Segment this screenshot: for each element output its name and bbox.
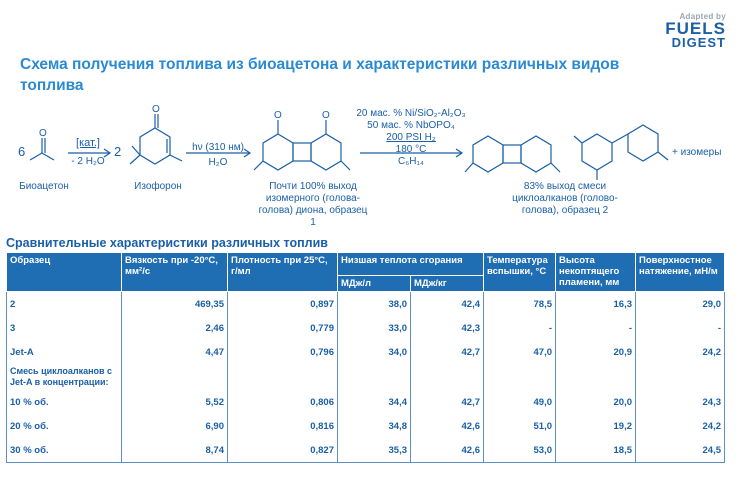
label-cycloalkanes: 83% выход смеси циклоалканов (голово-голова), образец 2: [512, 181, 618, 216]
cell-tension: -: [636, 316, 725, 340]
cell-mj-kg: 42,3: [411, 316, 484, 340]
page-title: Схема получения топлива из биоацетона и характеристики различных видов топлива: [20, 56, 620, 94]
cell-mj-l: 34,8: [338, 414, 411, 438]
cell-mj-l: 35,3: [338, 438, 411, 463]
step1-catalyst: [кат.]: [76, 137, 100, 149]
cell-density: 0,827: [228, 438, 338, 463]
label-plus-isomers: + изомеры: [672, 147, 722, 158]
cell-smoke: 16,3: [556, 292, 636, 317]
cell-mj-kg: 42,4: [411, 292, 484, 317]
cell-flash: 53,0: [484, 438, 556, 463]
cell-smoke: 20,9: [556, 340, 636, 364]
step3-conditions: [356, 108, 466, 168]
dione-structure: [254, 110, 350, 170]
table-row: [7, 292, 725, 317]
header-heat: Низшая теплота сгорания: [338, 253, 484, 276]
logo-digest-text: DIGEST: [671, 35, 726, 50]
table-row: [7, 438, 725, 463]
cell-tension: 24,3: [636, 390, 725, 414]
cell-flash: 49,0: [484, 390, 556, 414]
header-sample: Образец: [7, 253, 122, 292]
cell-mj-kg: 42,7: [411, 390, 484, 414]
cell-flash: 51,0: [484, 414, 556, 438]
cell-sample: 30 % об.: [7, 438, 122, 463]
cell-flash: -: [484, 316, 556, 340]
cell-mj-l: 38,0: [338, 292, 411, 317]
step1-water: - 2 H₂O: [71, 156, 105, 167]
cell-density: 0,806: [228, 390, 338, 414]
svg-text:O: O: [39, 128, 47, 139]
table-row: [7, 340, 725, 364]
cell-tension: 29,0: [636, 292, 725, 317]
bicyclohexyl-structure: [574, 125, 668, 180]
coefficient-2: 2: [114, 144, 122, 159]
cell-sample: 2: [7, 292, 122, 317]
cell-viscosity: 4,47: [122, 340, 228, 364]
cell-mj-kg: 42,6: [411, 438, 484, 463]
cell-viscosity: 2,46: [122, 316, 228, 340]
cell-sample: 3: [7, 316, 122, 340]
cell-smoke: 20,0: [556, 390, 636, 414]
cell-flash: 78,5: [484, 292, 556, 317]
label-bioacetone: Биоацетон: [19, 181, 69, 192]
header-tension: Поверхностное натяжение, мН/м: [636, 253, 725, 292]
cell-flash: 47,0: [484, 340, 556, 364]
svg-text:O: O: [152, 104, 160, 115]
cell-sample: 10 % об.: [7, 390, 122, 414]
step3-line-5: C₆H₁₄: [398, 156, 424, 167]
label-dione: Почти 100% выход изомерного (голова-голова) диона, образец 1: [258, 181, 368, 228]
cell-sample-group: Смесь циклоалканов с Jet-A в концентрации:: [7, 364, 122, 390]
cell-density: 0,816: [228, 414, 338, 438]
cell-tension: 24,2: [636, 340, 725, 364]
label-isophorone: Изофорон: [134, 181, 182, 192]
table-title: Сравнительные характеристики различных топлив: [6, 236, 328, 250]
cell-mj-l: 34,4: [338, 390, 411, 414]
cell-tension: 24,5: [636, 438, 725, 463]
cell-smoke: -: [556, 316, 636, 340]
step3-line-2: 50 мас. % NbOPO₄: [367, 120, 455, 131]
svg-text:O: O: [322, 110, 330, 121]
coefficient-6: 6: [18, 144, 26, 159]
table-row: [7, 390, 725, 414]
cell-sample: 20 % об.: [7, 414, 122, 438]
cell-mj-l: 34,0: [338, 340, 411, 364]
cell-viscosity: 6,90: [122, 414, 228, 438]
header-heat-mj-kg: МДж/кг: [411, 276, 484, 292]
table-row-group-header: [7, 364, 725, 390]
cell-smoke: 18,5: [556, 438, 636, 463]
cell-density: 0,796: [228, 340, 338, 364]
cell-tension: 24,2: [636, 414, 725, 438]
header-viscosity: Вязкость при -20°C, мм²/с: [122, 253, 228, 292]
fuel-characteristics-table: [6, 252, 725, 463]
cell-sample: Jet-A: [7, 340, 122, 364]
cell-mj-kg: 42,6: [411, 414, 484, 438]
logo-fuels-text: FUELS: [665, 19, 726, 38]
header-flash: Температура вспышки, °C: [484, 253, 556, 292]
svg-text:O: O: [274, 110, 282, 121]
table-row: [7, 316, 725, 340]
header-density: Плотность при 25°C, г/мл: [228, 253, 338, 292]
step2-water: H₂O: [208, 157, 228, 168]
step3-line-3: 200 PSI H₂: [386, 132, 436, 143]
cell-density: 0,897: [228, 292, 338, 317]
cell-mj-l: 33,0: [338, 316, 411, 340]
step3-line-1: 20 мас. % Ni/SiO₂-Al₂O₃: [356, 108, 466, 119]
step2-light: hν (310 нм): [192, 142, 244, 153]
cell-viscosity: 8,74: [122, 438, 228, 463]
tricyclic-alkane-structure: [465, 136, 560, 172]
header-smoke: Высота некоптящего пламени, мм: [556, 253, 636, 292]
isophorone-structure: [130, 104, 182, 164]
cell-density: 0,779: [228, 316, 338, 340]
cell-mj-kg: 42,7: [411, 340, 484, 364]
logo-adapted-text: Adapted by: [679, 12, 726, 21]
table-row: [7, 414, 725, 438]
header-heat-mj-l: МДж/л: [338, 276, 411, 292]
cell-smoke: 19,2: [556, 414, 636, 438]
cell-viscosity: 5,52: [122, 390, 228, 414]
acetone-structure: [30, 128, 54, 160]
fuels-digest-logo: [665, 12, 726, 49]
step3-line-4: 180 °C: [395, 144, 427, 155]
cell-viscosity: 469,35: [122, 292, 228, 317]
